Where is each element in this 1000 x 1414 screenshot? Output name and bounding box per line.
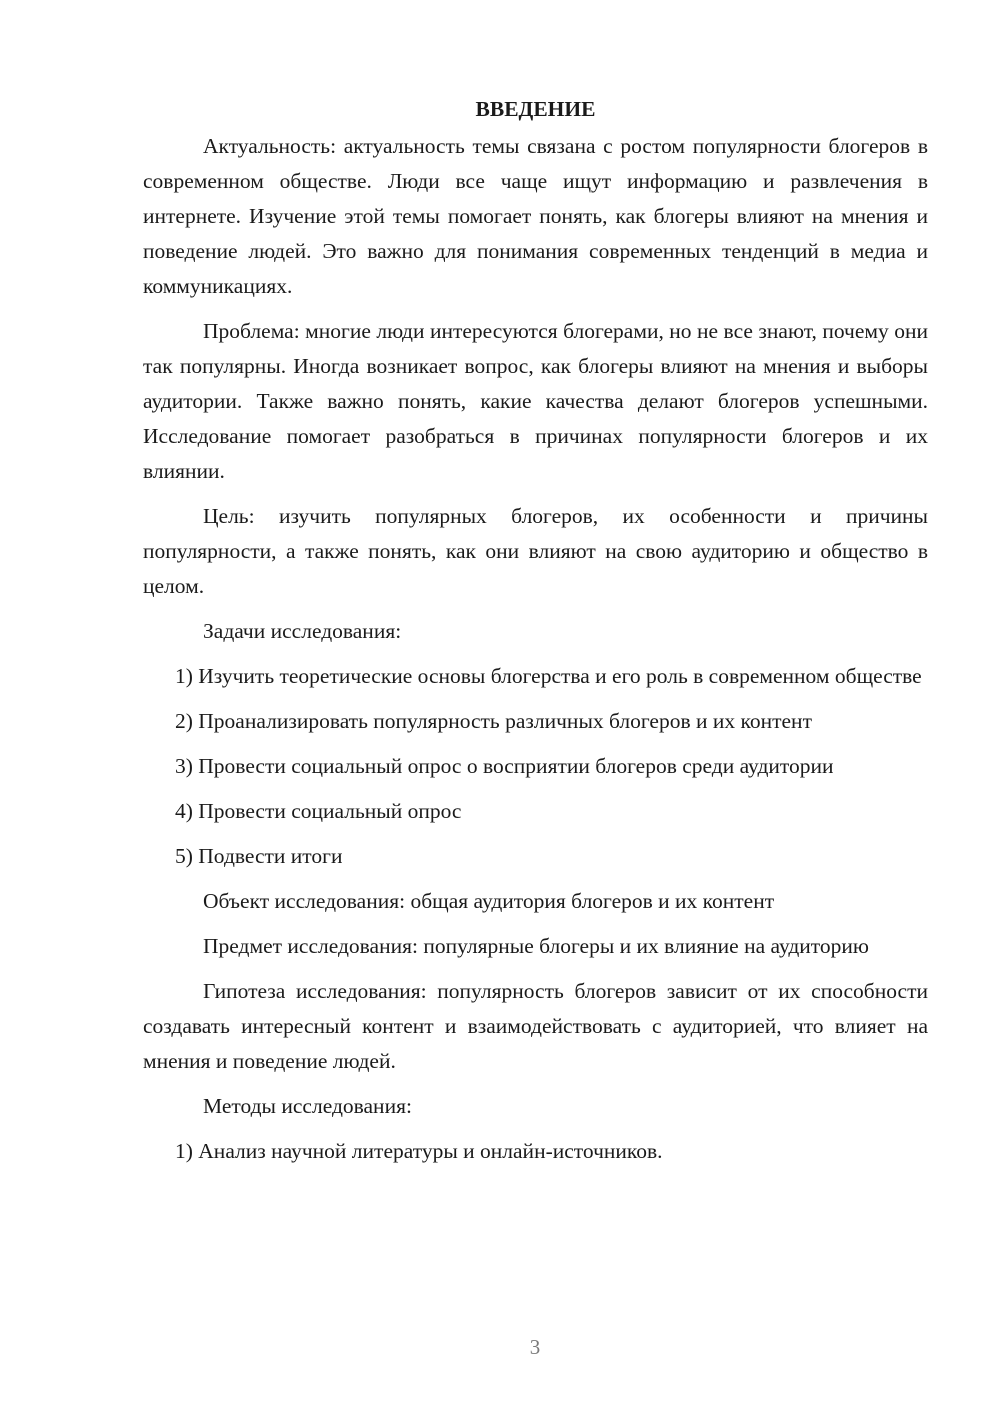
page-number: 3 <box>529 1335 541 1359</box>
object-paragraph: Объект исследования: общая аудитория блогеров и их контент <box>203 889 775 913</box>
task-item: 1) Изучить теоретические основы блогерства и его роль в современном обществе <box>175 664 922 688</box>
problem-paragraph: Проблема: многие люди интересуются блогерами, но не все знают, почему они так популярны. Иногда возникает вопрос, как блогеры влияют на мнения и выборы аудитории. Также важно понять, какие качества делают блогеров успешными. Исследование помогает разобраться в причинах популярности блогеров и их влиянии. <box>143 319 928 483</box>
goal-paragraph: Цель: изучить популярных блогеров, их особенности и причины популярности, а также понять, как они влияют на свою аудиторию и общество в целом. <box>143 504 928 598</box>
page-title: ВВЕДЕНИЕ <box>475 97 596 121</box>
task-item: 3) Провести социальный опрос о восприятии блогеров среди аудитории <box>175 754 834 778</box>
subject-paragraph: Предмет исследования: популярные блогеры и их влияние на аудиторию <box>203 934 869 958</box>
document-body <box>143 92 928 1179</box>
task-item: 4) Провести социальный опрос <box>175 799 462 823</box>
hypothesis-paragraph: Гипотеза исследования: популярность блогеров зависит от их способности создавать интересный контент и взаимодействовать с аудиторией, что влияет на мнения и поведение людей. <box>143 979 928 1073</box>
task-item: 2) Проанализировать популярность различных блогеров и их контент <box>175 709 812 733</box>
task-item: 5) Подвести итоги <box>175 844 343 868</box>
methods-heading: Методы исследования: <box>203 1094 412 1118</box>
tasks-heading: Задачи исследования: <box>203 619 402 643</box>
method-item: 1) Анализ научной литературы и онлайн-источников. <box>175 1139 663 1163</box>
relevance-paragraph: Актуальность: актуальность темы связана с ростом популярности блогеров в современном обществе. Люди все чаще ищут информацию и развлечения в интернете. Изучение этой темы помогает понять, как блогеры влияют на мнения и поведение людей. Это важно для понимания современных тенденций в медиа и коммуникациях. <box>143 134 928 298</box>
